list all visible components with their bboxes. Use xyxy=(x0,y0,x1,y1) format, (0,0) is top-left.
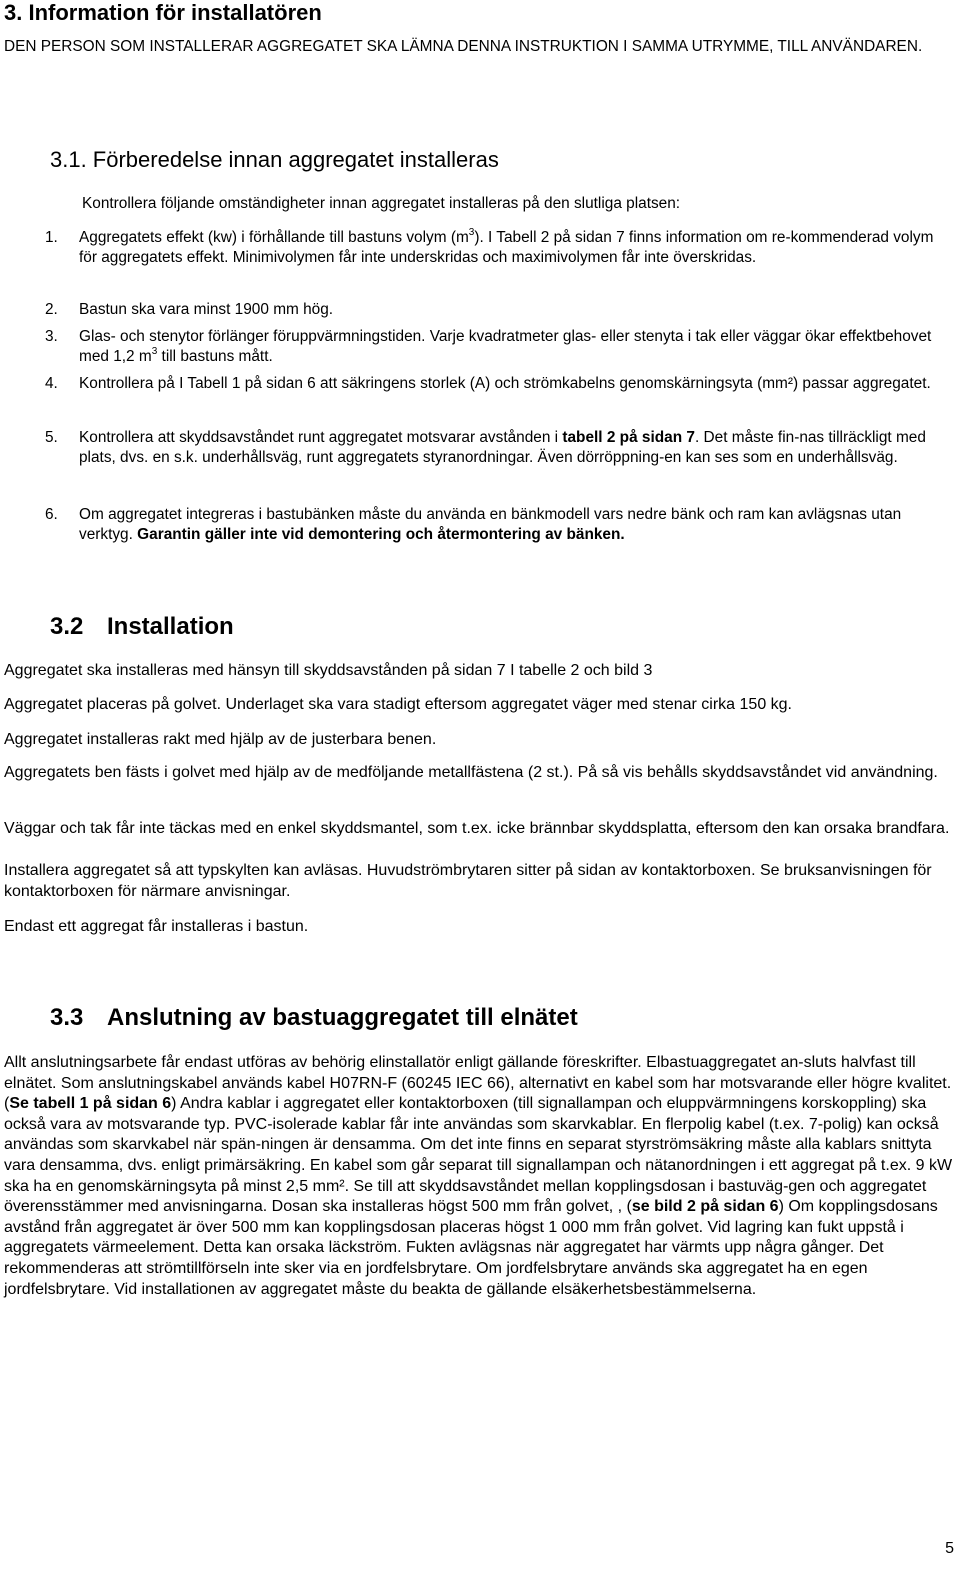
page-number: 5 xyxy=(945,1540,954,1557)
installer-notice: DEN PERSON SOM INSTALLERAR AGGREGATET SKA LÄMNA DENNA INSTRUKTION I SAMMA UTRYMME, TILL ANVÄNDAREN. xyxy=(4,38,923,55)
installation-paragraph: Väggar och tak får inte täckas med en enkel skyddsmantel, som t.ex. icke brännbar skyddsplatta, eftersom den kan orsaka brandfara. xyxy=(4,820,950,837)
paragraph-text: ) Andra kablar i aggregatet eller kontaktorboxen (till signallampan och eluppvärmningens korskoppling) ska också vara av motsvarande typ. PVC-isolerade kablar får inte användas som skarvkablar. En flerpolig kabel (t.ex. 7-polig) kan också användas som skarvkabel när spän-ningen är densamma. Om det inte finns en separat styrströmsäkring måste alla kablars snittyta vara densamma, dvs. enligt primärsäkring. En kabel som går separat till signallampan och nätanordningen i ett aggregat på t.ex. 9 kW ska ha en genomskärningsyta på minst 2,5 mm². Se till att skyddsavståndet mellan kopplingsdosan i bastuväg-gen och aggregatet överensstämmer med anvisningarna. Dosan ska installeras högst 500 mm från golvet, , ( xyxy=(4,1095,953,1216)
table-reference: Se tabell 1 på sidan 6 xyxy=(9,1095,172,1113)
section-title: Installation xyxy=(107,613,234,640)
item-number: 3. xyxy=(45,328,58,345)
section-3-1-intro: Kontrollera följande omständigheter innan aggregatet installeras på den slutliga platsen: xyxy=(82,195,681,212)
installation-paragraph: Aggregatet ska installeras med hänsyn till skyddsavstånden på sidan 7 I tabelle 2 och bild 3 xyxy=(4,662,653,679)
installation-paragraph: Endast ett aggregat får installeras i bastun. xyxy=(4,918,309,935)
paragraph-text: Allt anslutningsarbete får endast utföras av behörig elinstallatör enligt gällande föreskrifter. Elbastuaggregatet an-sluts halvfast till elnätet. Som anslutningskabel används kabel H07RN-F (60245 IEC 66), alternativt en kabel som har motsvarande eller högre kvalitet. ( xyxy=(4,1054,952,1113)
item-text: Aggregatets effekt (kw) i förhållande till bastuns volym (m xyxy=(79,229,469,246)
item-number: 1. xyxy=(45,229,58,246)
section-3-3-heading xyxy=(50,1004,578,1032)
installation-paragraph: Aggregatet placeras på golvet. Underlaget ska vara stadigt eftersom aggregatet väger med stenar cirka 150 kg. xyxy=(4,696,792,713)
item-text-cont: ). I Tabell 2 på sidan 7 finns information om re-kommenderad volym för aggregatets effekt. Minimivolymen får inte underskridas och maximivolymen får inte överskridas. xyxy=(79,229,934,266)
item-bold-text: tabell 2 på sidan 7 xyxy=(562,429,695,446)
item-text-cont: . Det måste fin-nas tillräckligt med plats, dvs. en s.k. underhållsväg, runt aggregatets styranordningar. Även dörröppning-en kan ses som en underhållsväg. xyxy=(79,429,926,466)
item-number: 5. xyxy=(45,429,58,446)
superscript: 3 xyxy=(151,345,158,357)
item-number: 6. xyxy=(45,506,58,523)
item-bold-text: Garantin gäller inte vid demontering och återmontering av bänken. xyxy=(137,526,625,543)
section-3-2-heading xyxy=(50,613,234,641)
item-text: Glas- och stenytor förlänger föruppvärmningstiden. Varje kvadratmeter glas- eller stenyta i tak eller väggar ökar effektbehovet med 1,2 m xyxy=(79,328,932,365)
checklist-item-6 xyxy=(35,505,955,545)
installation-paragraph: Aggregatets ben fästs i golvet med hjälp av de medföljande metallfästena (2 st.). På så vis behålls skyddsavståndet vid användning. xyxy=(4,764,938,781)
checklist-item-3 xyxy=(35,327,955,367)
checklist-item-5 xyxy=(35,428,955,468)
section-number: 3.3 xyxy=(50,1004,84,1031)
checklist-item-4 xyxy=(35,374,955,394)
electrical-connection-paragraph xyxy=(4,1053,956,1300)
installation-paragraph: Aggregatet installeras rakt med hjälp av de justerbara benen. xyxy=(4,731,437,748)
item-text-cont: till bastuns mått. xyxy=(157,348,273,365)
item-number: 2. xyxy=(45,301,58,318)
section-3-heading: 3. Information för installatören xyxy=(4,0,322,25)
section-title: Anslutning av bastuaggregatet till elnätet xyxy=(107,1004,578,1031)
superscript: 3 xyxy=(468,226,475,238)
item-number: 4. xyxy=(45,375,58,392)
section-3-1-heading: 3.1. Förberedelse innan aggregatet installeras xyxy=(50,147,499,172)
section-number: 3.2 xyxy=(50,613,84,640)
checklist-item-1 xyxy=(35,228,955,268)
item-text: Kontrollera på I Tabell 1 på sidan 6 att säkringens storlek (A) och strömkabelns genomskärningsyta (mm²) passar aggregatet. xyxy=(79,375,931,392)
checklist-item-2 xyxy=(35,300,955,320)
item-text: Om aggregatet integreras i bastubänken måste du använda en bänkmodell vars nedre bänk och ram kan avlägsnas utan verktyg. xyxy=(79,506,902,543)
paragraph-text: ) Om kopplingsdosans avstånd från aggregatet är över 500 mm kan kopplingsdosan placeras högst 1 000 mm från golvet. Vid lagring kan fukt uppstå i aggregatets värmeelement. Detta kan orsaka läckström. Fukten avlägsnas när aggregatet har värmts upp några gånger. Det rekommenderas att strömtillförseln inte sker via en jordfelsbrytare. Om jordfelsbrytare används ska aggregatet ha en egen jordfelsbrytare. Vid installationen av aggregatet måste du beakta de gällande elsäkerhetsbestämmelserna. xyxy=(4,1198,938,1298)
item-text: Kontrollera att skyddsavståndet runt aggregatet motsvarar avstånden i xyxy=(79,429,563,446)
installation-paragraph: Installera aggregatet så att typskylten kan avläsas. Huvudströmbrytaren sitter på sidan av kontaktorboxen. Se bruksanvisningen för kontaktorboxen för närmare anvisningar. xyxy=(4,862,932,900)
figure-reference: se bild 2 på sidan 6 xyxy=(631,1198,779,1216)
item-text: Bastun ska vara minst 1900 mm hög. xyxy=(79,301,334,318)
